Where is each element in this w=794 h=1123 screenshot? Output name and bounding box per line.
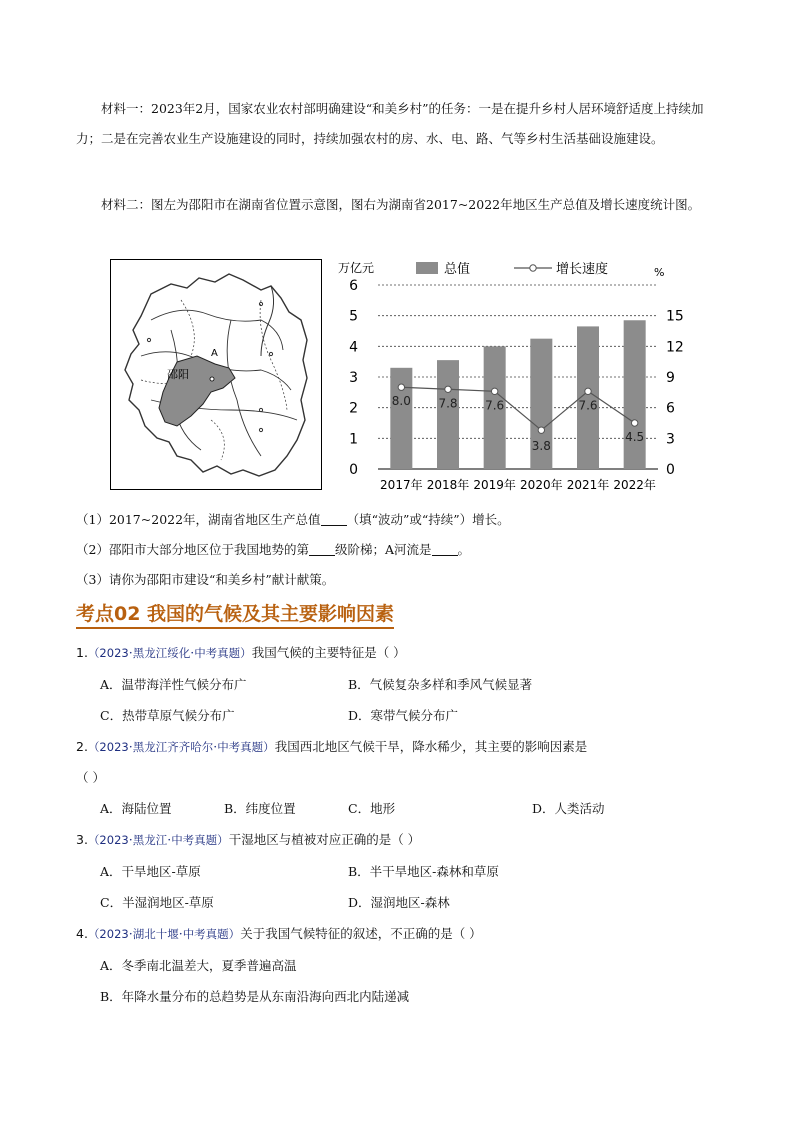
right-tick-label: 9 (666, 370, 675, 386)
q4-option-b[interactable]: B．年降水量分布的总趋势是从东南沿海向西北内陆递减 (100, 989, 410, 1004)
q1-option-d[interactable]: D．寒带气候分布广 (348, 708, 459, 723)
growth-value-label: 7.6 (578, 398, 598, 413)
left-tick-label: 2 (349, 400, 358, 417)
chart-grid (378, 285, 658, 469)
subquestion-3: （3）请你为邵阳市建设“和美乡村”献计献策。 (76, 572, 335, 587)
bar (390, 368, 412, 469)
q2-option-a[interactable]: A．海陆位置 (100, 801, 172, 816)
section-heading: 考点02 我国的气候及其主要影响因素 (76, 599, 394, 629)
river-label: A (211, 348, 218, 359)
subquestion-1: （1）2017~2022年，湖南省地区生产总值 （填“波动”或“持续”）增长。 (76, 512, 510, 527)
growth-value-label: 7.6 (485, 398, 505, 413)
gdp-chart (328, 256, 684, 496)
answer-blank[interactable] (432, 543, 458, 556)
legend-line-marker (530, 265, 536, 271)
right-tick-label: 12 (666, 339, 684, 356)
growth-point (631, 420, 637, 426)
q2-option-d[interactable]: D．人类活动 (532, 801, 605, 816)
left-tick-label: 0 (349, 462, 358, 478)
category-label: 2020年 (520, 478, 563, 492)
growth-point (398, 384, 404, 390)
material-two: 材料二：图左为邵阳市在湖南省位置示意图，图右为湖南省2017~2022年地区生产总值及增长速度统计图。 (101, 197, 701, 212)
legend-bar-swatch (416, 262, 438, 274)
growth-value-label: 3.8 (531, 439, 551, 454)
answer-blank[interactable] (321, 513, 347, 526)
bar (437, 360, 459, 469)
question-1: 1.（2023·黑龙江绥化·中考真题）我国气候的主要特征是（ ） (76, 645, 406, 660)
q3-option-b[interactable]: B．半干旱地区-森林和草原 (348, 864, 499, 879)
chart-growth-line (398, 384, 638, 433)
category-label: 2017年 (380, 478, 423, 492)
question-3: 3.（2023·黑龙江·中考真题）干湿地区与植被对应正确的是（ ） (76, 832, 421, 847)
q4-option-a[interactable]: A．冬季南北温差大，夏季普遍高温 (100, 958, 297, 973)
left-tick-label: 4 (349, 339, 358, 356)
left-tick-label: 6 (349, 278, 358, 294)
q1-option-c[interactable]: C．热带草原气候分布广 (100, 708, 235, 723)
question-2: 2.（2023·黑龙江齐齐哈尔·中考真题）我国西北地区气候干旱，降水稀少，其主要的影响因素是 (76, 739, 588, 754)
category-label: 2019年 (473, 478, 516, 492)
question-4: 4.（2023·湖北十堰·中考真题）关于我国气候特征的叙述，不正确的是（ ） (76, 926, 482, 941)
growth-point (491, 388, 497, 394)
material-one: 材料一：2023年2月，国家农业农村部明确建设“和美乡村”的任务：一是在提升乡村人居环境舒适度上持续加力；二是在完善农业生产设施建设的同时，持续加强农村的房、水、电、路、气等乡村生活基础设施建设。 (76, 101, 704, 146)
growth-value-label: 4.5 (625, 430, 645, 444)
hunan-map-drawing (111, 260, 321, 489)
growth-point (538, 427, 544, 433)
question-2-bracket: （ ） (76, 770, 105, 785)
left-tick-label: 1 (349, 431, 358, 448)
q3-option-a[interactable]: A．干旱地区-草原 (100, 864, 201, 879)
left-tick-label: 3 (349, 370, 358, 386)
bar (624, 320, 646, 469)
q1-option-a[interactable]: A．温带海洋性气候分布广 (100, 677, 247, 692)
right-tick-label: 15 (666, 308, 684, 325)
answer-blank[interactable] (309, 543, 335, 556)
right-tick-label: 3 (666, 431, 675, 448)
q3-option-c[interactable]: C．半湿润地区-草原 (100, 895, 214, 910)
growth-point (585, 388, 591, 394)
subquestion-2: （2）邵阳市大部分地区位于我国地势的第 级阶梯；A河流是 。 (76, 542, 471, 557)
legend-line-label: 增长速度 (556, 262, 609, 277)
right-axis-unit: % (654, 266, 665, 279)
q3-option-d[interactable]: D．湿润地区-森林 (348, 895, 450, 910)
category-label: 2022年 (613, 478, 656, 492)
q2-option-b[interactable]: B．纬度位置 (224, 801, 296, 816)
growth-line-path (401, 387, 634, 430)
category-label: 2021年 (566, 478, 610, 492)
growth-value-label: 7.8 (438, 396, 458, 411)
category-label: 2018年 (426, 478, 470, 492)
right-tick-label: 6 (666, 400, 675, 417)
chart-bars (390, 320, 645, 469)
left-axis-unit: 万亿元 (338, 261, 375, 275)
city-label: 邵阳 (167, 368, 189, 381)
q1-option-b[interactable]: B．气候复杂多样和季风气候显著 (348, 677, 533, 692)
hunan-map (110, 259, 322, 490)
legend-bar-label: 总值 (444, 262, 471, 277)
q2-option-c[interactable]: C．地形 (348, 801, 396, 816)
growth-point (445, 386, 451, 392)
left-tick-label: 5 (349, 308, 358, 325)
right-tick-label: 0 (666, 462, 675, 478)
growth-value-label: 8.0 (391, 394, 411, 409)
